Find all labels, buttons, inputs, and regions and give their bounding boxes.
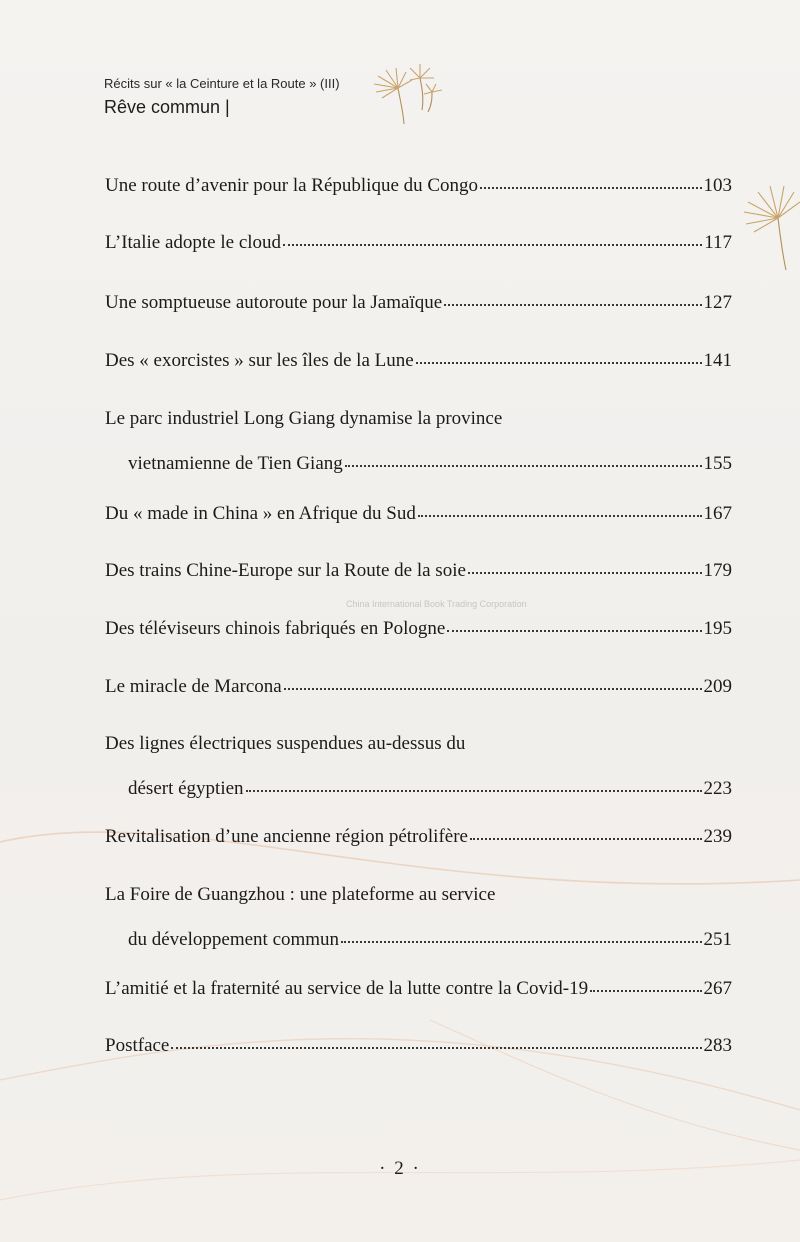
toc-entry[interactable] [105,500,732,528]
toc-entry[interactable] [105,172,732,200]
toc-title: Le miracle de Marcona [105,676,282,697]
toc-entry-line [105,1032,732,1060]
toc-entry[interactable] [105,405,732,478]
toc-page-number: 251 [703,929,732,950]
toc-entry-line [105,881,732,909]
dandelion-icon [374,64,442,124]
toc-entry-line [105,405,732,433]
dot-leader [246,789,702,792]
book-title-text: Rêve commun [104,97,221,117]
title-separator: | [220,97,230,117]
toc-entry-line [105,615,732,643]
toc-entry-line [105,347,732,375]
toc-page-number: 267 [703,978,732,999]
toc-page-number: 179 [703,560,732,581]
dot-leader [283,243,702,246]
running-header [104,76,340,118]
toc-title: Des téléviseurs chinois fabriqués en Pologne [105,618,446,639]
toc-title: Une somptueuse autoroute pour la Jamaïque [105,292,443,313]
toc-entry-continuation [105,775,732,803]
toc-entry[interactable] [105,823,732,851]
toc-entry-line [105,673,732,701]
toc-page-number: 141 [703,350,732,371]
toc-page-number: 103 [703,175,732,196]
toc-entry[interactable] [105,289,732,317]
toc-title: Postface [105,1035,170,1056]
toc-title: Du « made in China » en Afrique du Sud [105,503,416,524]
toc-entry[interactable] [105,975,732,1003]
toc-title-continuation: vietnamienne de Tien Giang [128,453,343,474]
toc-page-number: 223 [703,778,732,799]
toc-entry-line [105,975,732,1003]
toc-page-number: 155 [703,453,732,474]
toc-title: Des lignes électriques suspendues au-dessus du [105,733,466,754]
watermark: China International Book Trading Corporation [346,599,527,609]
toc-title: L’amitié et la fraternité au service de la lutte contre la Covid-19 [105,978,589,999]
toc-entry[interactable] [105,557,732,585]
toc-page-number: 283 [703,1035,732,1056]
toc-entry[interactable] [105,347,732,375]
toc-entry-line [105,500,732,528]
toc-entry-line [105,557,732,585]
series-title: Récits sur « la Ceinture et la Route » (III) [104,76,340,91]
toc-page-number: 167 [703,503,732,524]
dot-leader [590,989,701,992]
toc-entry-line [105,289,732,317]
toc-entry[interactable] [105,673,732,701]
toc-entry[interactable] [105,229,732,257]
dot-leader [470,837,702,840]
toc-entry-line [105,229,732,257]
dot-leader [284,687,702,690]
toc-entry-line [105,172,732,200]
toc-entry-line [105,730,732,758]
toc-page-number: 239 [703,826,732,847]
dot-leader [480,186,701,189]
dandelion-icon [744,186,800,270]
toc-entry[interactable] [105,881,732,954]
dot-leader [341,940,701,943]
toc-page-number: 209 [703,676,732,697]
toc-title: Des « exorcistes » sur les îles de la Lune [105,350,414,371]
toc-entry[interactable] [105,730,732,803]
toc-title: L’Italie adopte le cloud [105,232,282,253]
toc-page-number: 127 [703,292,732,313]
toc-title: Des trains Chine-Europe sur la Route de la soie [105,560,466,581]
toc-page-number: 117 [704,232,732,253]
toc-title: Le parc industriel Long Giang dynamise la province [105,408,503,429]
dot-leader [416,361,702,364]
dot-leader [468,571,702,574]
dot-leader [418,514,702,517]
toc-title: Une route d’avenir pour la République du Congo [105,175,479,196]
toc-entry[interactable] [105,615,732,643]
toc-title-continuation: du développement commun [128,929,340,950]
toc-title: La Foire de Guangzhou : une plateforme au service [105,884,496,905]
toc-entry[interactable] [105,1032,732,1060]
toc-page-number: 195 [703,618,732,639]
dot-leader [447,629,701,632]
toc-title-continuation: désert égyptien [128,778,244,799]
dot-leader [444,303,701,306]
page-number: · 2 · [379,1158,421,1179]
toc-title: Revitalisation d’une ancienne région pétrolifère [105,826,468,847]
toc-entry-line [105,823,732,851]
book-title [104,97,340,118]
toc-entry-continuation [105,926,732,954]
toc-entry-continuation [105,450,732,478]
dot-leader [171,1046,701,1049]
dot-leader [345,464,702,467]
